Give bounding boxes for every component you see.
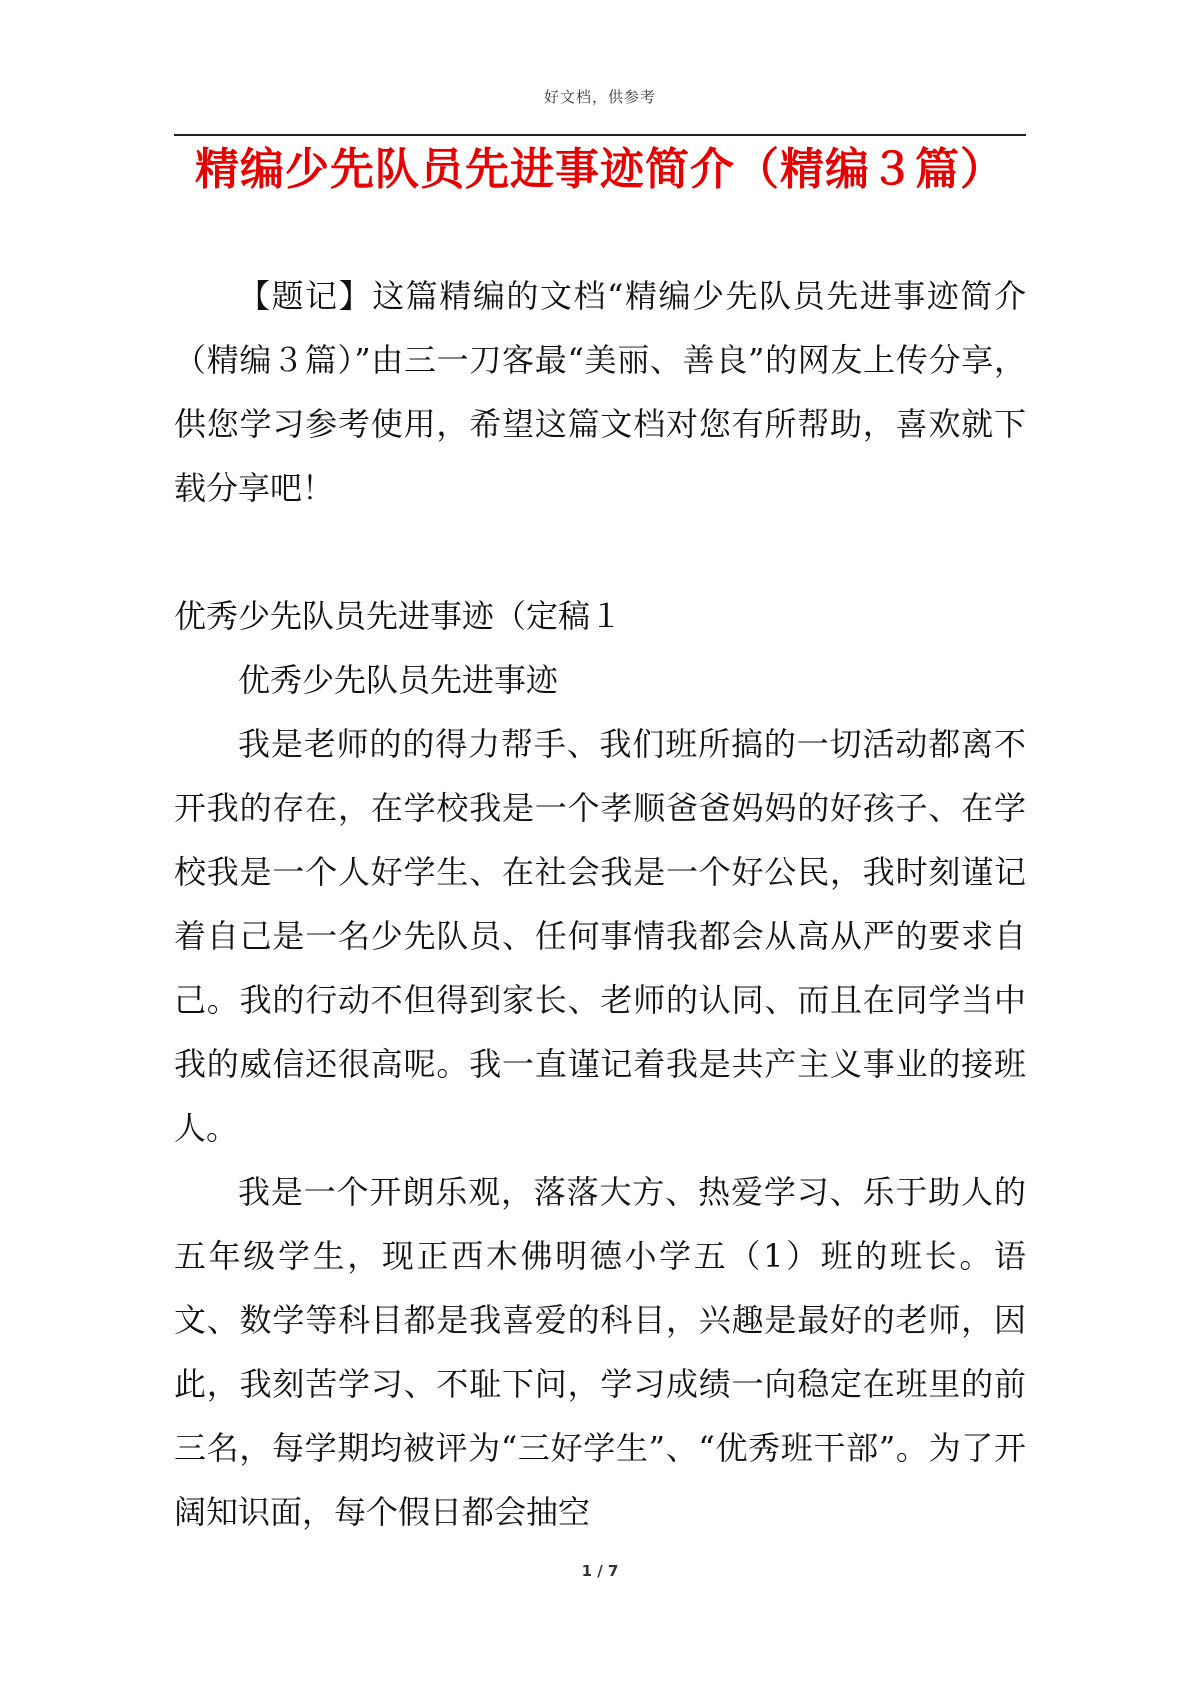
body-paragraph-2: 我是一个开朗乐观，落落大方、热爱学习、乐于助人的五年级学生，现正西木佛明德小学五（1）班的班长。语文、数学等科目都是我喜爱的科目，兴趣是最好的老师，因此，我刻苦学习、不耻下问，学习成绩一向稳定在班里的前三名，每学期均被评为“三好学生”、“优秀班干部”。为了开阔知识面，每个假日都会抽空 — [174, 1173, 1026, 1531]
header-divider — [174, 134, 1026, 136]
section-subheading: 优秀少先队员先进事迹 — [238, 661, 559, 699]
body-paragraph-1: 我是老师的的得力帮手、我们班所搞的一切活动都离不开我的存在，在学校我是一个孝顺爸爸妈妈的好孩子、在学校我是一个人好学生、在社会我是一个好公民，我时刻谨记着自己是一名少先队员、任何事情我都会从高从严的要求自己。我的行动不但得到家长、老师的认同、而且在同学当中我的威信还很高呢。我一直谨记着我是共产主义事业的接班人。 — [174, 725, 1026, 1147]
section-heading: 优秀少先队员先进事迹（定稿１ — [174, 597, 623, 635]
intro-paragraph: 【题记】这篇精编的文档“精编少先队员先进事迹简介（精编３篇）”由三一刀客最“美丽、善良”的网友上传分享，供您学习参考使用，希望这篇文档对您有所帮助，喜欢就下载分享吧！ — [174, 277, 1026, 507]
page-header: 好文档，供参考 — [543, 88, 656, 106]
document-body — [174, 264, 1026, 1544]
document-title: 精编少先队员先进事迹简介（精编３篇） — [195, 144, 1005, 195]
page-number: 1 / 7 — [581, 1562, 619, 1580]
